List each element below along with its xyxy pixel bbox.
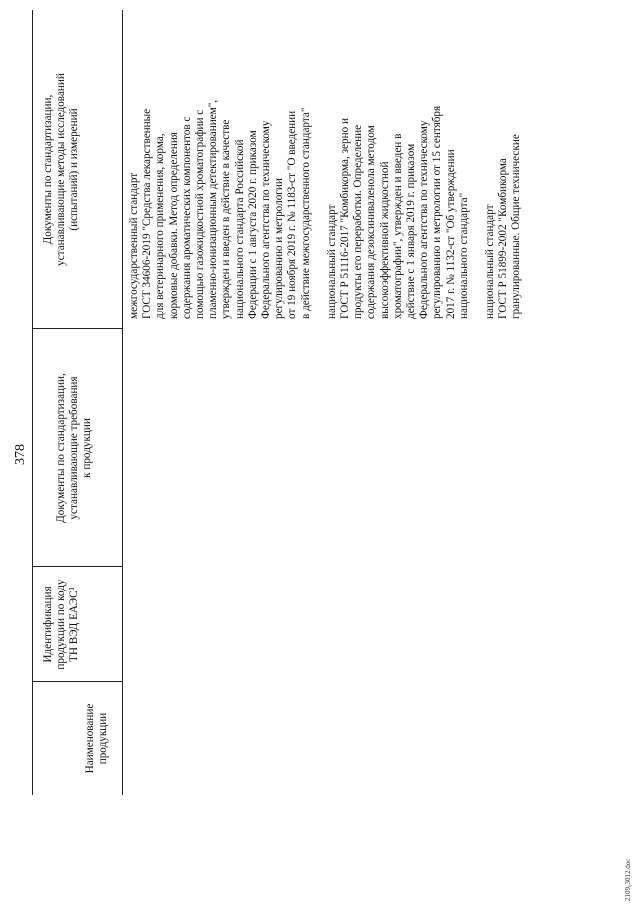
list-item: межгосударственный стандарт ГОСТ 34606-2019 "Средства лекарственные для ветеринарного применения, корма, кормовые добавки. Метод определения содержания ароматических компонентов с помощью газожидкостной хроматографии с пламенно-ионизационным детектированием", утвержден и введен в действие в качестве национального стандарта Российской Федерации с 1 августа 2020 г. приказом Федерального агентства по техническому регулированию и метрологии от 19 ноября 2019 г. № 1183-ст "О введении в действие межгосударственного стандарта" bbox=[128, 99, 312, 319]
list-item: национальный стандарт ГОСТ Р 51899-2002 "Комбикорма гранулированные. Общие технические bbox=[484, 134, 523, 319]
header-method-docs: Документы по стандартизации, устанавливающие методы исследований (испытаний) и измерений bbox=[42, 73, 81, 266]
list-item: национальный стандарт ГОСТ Р 51116-2017 "Комбикорма, зерно и продукты его переработки. Определение содержания дезоксиниваленола методом высокоэффективной жидкостной хроматографии", утвержден и введен в действие с 1 января 2019 г. приказом Федерального агентства по техническому регулированию и метрологии от 15 сентября 2017 г. № 1132-ст "Об утверждении национального стандарта" bbox=[325, 105, 470, 319]
header-product-name: Наименование продукции bbox=[84, 703, 110, 774]
table-header-rule bbox=[122, 10, 123, 795]
header-tnved-code: Идентификация продукции по коду ТН ВЭД ЕАЭС¹ bbox=[42, 579, 81, 670]
table-top-rule bbox=[32, 10, 33, 795]
method-docs-column bbox=[128, 10, 537, 319]
header-requirement-docs: Документы по стандартизации, устанавливающие требования к продукции bbox=[55, 373, 94, 523]
page-number: 378 bbox=[13, 444, 28, 465]
document-filename: 2109₀3012.doc bbox=[624, 858, 632, 901]
